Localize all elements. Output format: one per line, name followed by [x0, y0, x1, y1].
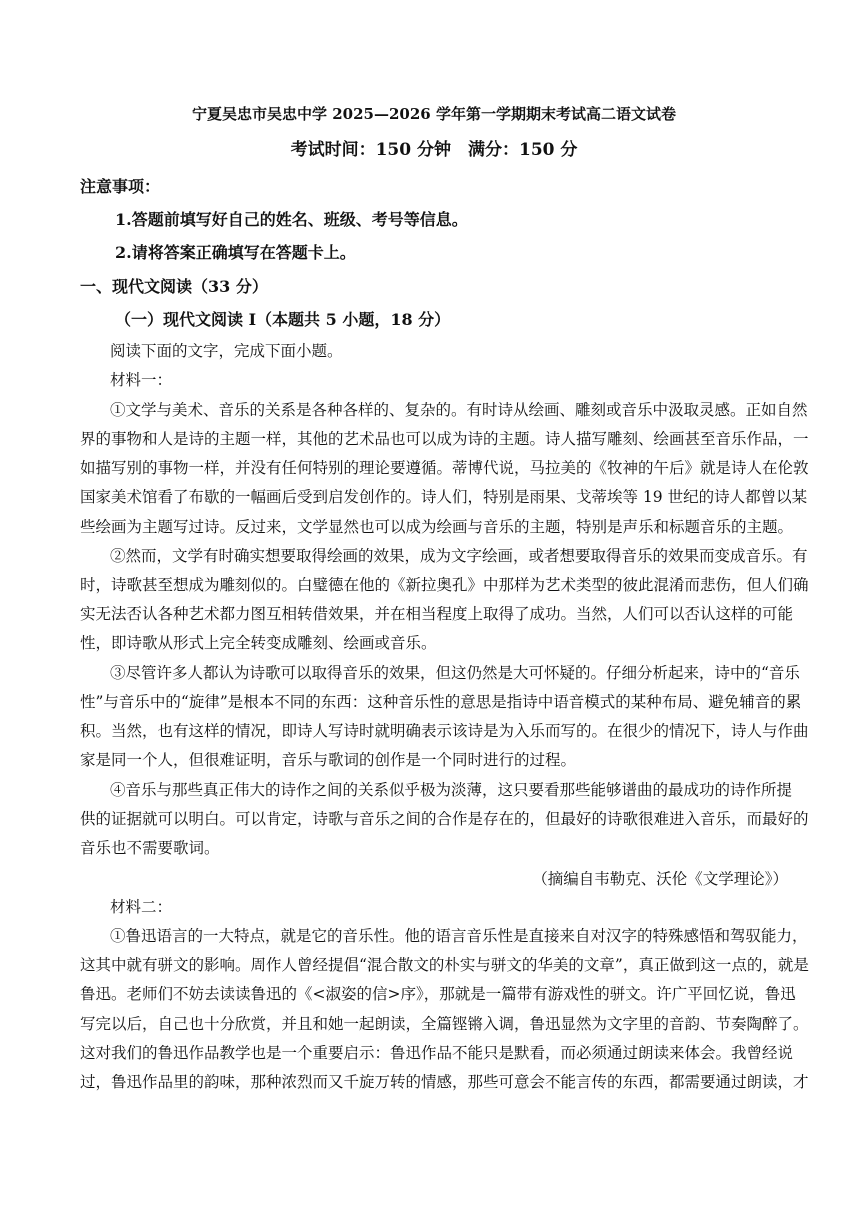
paragraph-line: 鲁迅。老师们不妨去读读鲁迅的《<淑姿的信>序》，那就是一篇带有游戏性的骈文。许广平回忆说，鲁迅 [80, 985, 796, 1003]
paragraph-line: ④音乐与那些真正伟大的诗作之间的关系似乎极为淡薄，这只要看那些能够谱曲的最成功的诗作所提 [110, 781, 793, 799]
paragraph-line: ③尽管许多人都认为诗歌可以取得音乐的效果，但这仍然是大可怀疑的。仔细分析起来，诗中的“音乐 [110, 664, 800, 682]
paragraph-line: 性”与音乐中的“旋律”是根本不同的东西：这种音乐性的意思是指诗中语音模式的某种布局、避免辅音的累 [80, 693, 802, 711]
paragraph-line: 界的事物和人是诗的主题一样，其他的艺术品也可以成为诗的主题。诗人描写雕刻、绘画甚至音乐作品，一 [80, 430, 809, 448]
paragraph-line: 些绘画为主题写过诗。反过来，文学显然也可以成为绘画与音乐的主题，特别是声乐和标题音乐的主题。 [80, 518, 794, 536]
subsection-heading: （一）现代文阅读 I（本题共 5 小题，18 分） [115, 310, 451, 329]
paragraph-line: 这对我们的鲁迅作品教学也是一个重要启示：鲁迅作品不能只是默看，而必须通过朗读来体会。我曾经说 [80, 1044, 794, 1062]
exam-subtitle: 考试时间：150 分钟 满分：150 分 [290, 140, 578, 160]
paragraph-line: 积。当然，也有这样的情况，即诗人写诗时就明确表示该诗是为入乐而写的。在很少的情况下，诗人与作曲 [80, 722, 809, 740]
paragraph-line: 性，即诗歌从形式上完全转变成雕刻、绘画或音乐。 [80, 634, 437, 652]
paragraph-line: 时，诗歌甚至想成为雕刻似的。白璧德在他的《新拉奥孔》中那样为艺术类型的彼此混淆而悲伤，但人们确 [80, 576, 809, 594]
paragraph-line: 如描写别的事物一样，并没有任何特别的理论要遵循。蒂博代说，马拉美的《牧神的午后》就是诗人在伦敦 [80, 459, 809, 477]
source-citation: （摘编自韦勒克、沃伦《文学理论》） [532, 870, 788, 888]
section-heading: 一、现代文阅读（33 分） [80, 277, 268, 296]
paragraph-line: ②然而，文学有时确实想要取得绘画的效果，成为文字绘画，或者想要取得音乐的效果而变成音乐。有 [110, 547, 808, 565]
exam-title: 宁夏吴忠市吴忠中学 2025—2026 学年第一学期期末考试高二语文试卷 [192, 105, 676, 123]
paragraph-line: ①鲁迅语言的一大特点，就是它的音乐性。他的语言音乐性是直接来自对汉字的特殊感悟和驾驭能力， [110, 927, 808, 945]
paragraph-line: 音乐也不需要歌词。 [80, 839, 220, 857]
notice-item: 1.答题前填写好自己的姓名、班级、考号等信息。 [115, 210, 468, 229]
paragraph-line: 这其中就有骈文的影响。周作人曾经提倡“混合散文的朴实与骈文的华美的文章”，真正做到这一点的，就是 [80, 956, 809, 974]
paragraph-line: 过，鲁迅作品里的韵味，那种浓烈而又千旋万转的情感，那些可意会不能言传的东西，都需要通过朗读，才 [80, 1073, 809, 1091]
notice-item: 2.请将答案正确填写在答题卡上。 [115, 243, 356, 262]
material-label: 材料二： [110, 898, 173, 916]
instruction-text: 阅读下面的文字，完成下面小题。 [110, 342, 343, 360]
paragraph-line: 国家美术馆看了布歇的一幅画后受到启发创作的。诗人们，特别是雨果、戈蒂埃等 19 世纪的诗人都曾以某 [80, 488, 808, 506]
material-label: 材料一： [110, 371, 173, 389]
paragraph-line: 实无法否认各种艺术都力图互相转借效果，并在相当程度上取得了成功。当然，人们可以否认这样的可能 [80, 605, 794, 623]
paragraph-line: 写完以后，自己也十分欣赏，并且和她一起朗读，全篇铿锵入调，鲁迅显然为文字里的音韵、节奏陶醉了。 [80, 1015, 809, 1033]
paragraph-line: 家是同一个人，但很难证明，音乐与歌词的创作是一个同时进行的过程。 [80, 751, 577, 769]
paragraph-line: ①文学与美术、音乐的关系是各种各样的、复杂的。有时诗从绘画、雕刻或音乐中汲取灵感。正如自然 [110, 401, 808, 419]
paragraph-line: 供的证据就可以明白。可以肯定，诗歌与音乐之间的合作是存在的，但最好的诗歌很难进入音乐，而最好的 [80, 810, 809, 828]
notice-heading: 注意事项： [80, 177, 161, 196]
